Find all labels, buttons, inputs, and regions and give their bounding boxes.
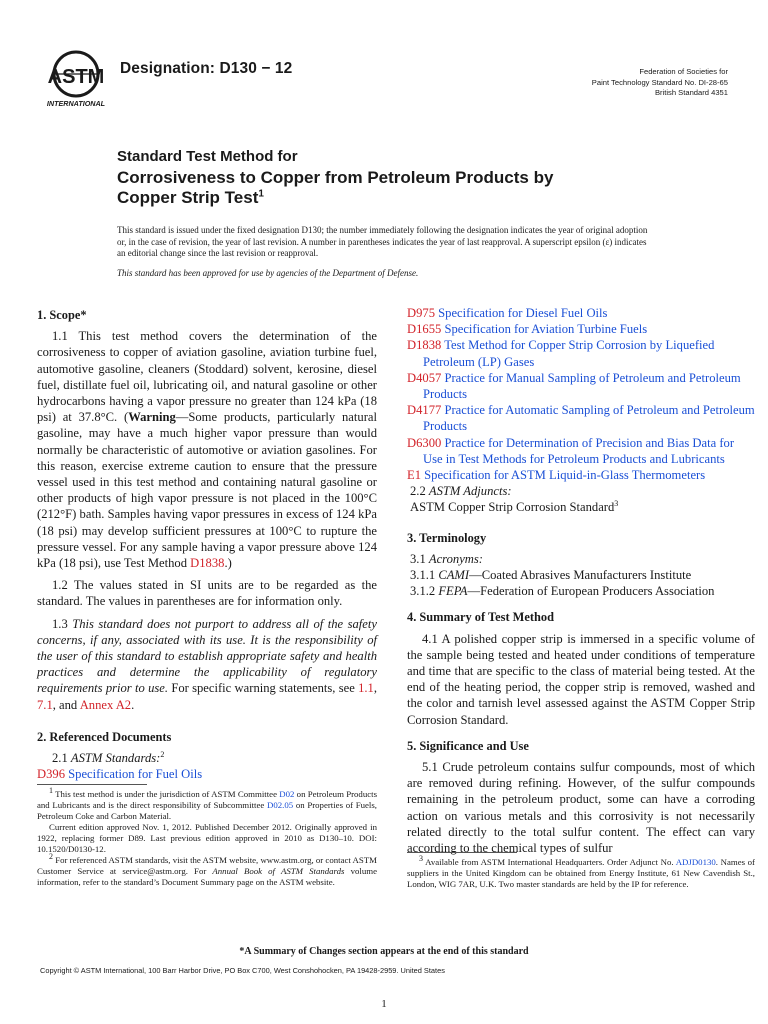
paragraph-5-1: 5.1 Crude petroleum contains sulfur compounds, most of which are removed during refining. However, of the sulfur compounds remaining in the petroleum product, some can have a corroding action on various metals and this corrosivity is not necessarily related directly to the total sulfur content. The effect can vary according to the chemical types of sulfur [407, 760, 755, 856]
left-column [37, 307, 377, 782]
title-line: Copper Strip Test$^1$ [117, 188, 264, 207]
preamble: This standard is issued under the fixed designation D130; the number immediately following the designation indicates the year of original adoption or, in the case of revision, the year of last revision. A number in parentheses indicates the year of last reapproval. A superscript epsilon (ε) indicates an editorial change since the last revision or reapproval. [117, 225, 648, 259]
link-annex-a2[interactable]: Annex A2 [79, 697, 132, 712]
astm-logo-mark [40, 48, 112, 110]
ref-d1838[interactable]: D1838 Test Method for Copper Strip Corrosion by Liquefied Petroleum (LP) Gases [407, 338, 715, 369]
page-number: 1 [381, 998, 387, 1010]
paragraph-1-2: 1.2 The values stated in SI units are to be regarded as the standard. The values in parentheses are for information only. [37, 578, 377, 609]
federation-line: Paint Technology Standard No. DI-28-65 [591, 77, 728, 87]
page-title [117, 168, 657, 208]
title-footnote-ref[interactable]: 1 [258, 188, 264, 200]
title-prefix: Standard Test Method for [117, 148, 298, 165]
federation-note [592, 67, 728, 99]
right-column [407, 305, 755, 856]
federation-line: Federation of Societies for [639, 67, 728, 76]
footnote-3: $^3$ Available from ASTM International Headquarters. Order Adjunct No. ADJD0130. Names of suppliers in the United Kingdom can be obtained from Energy Institute, 61 New Cavendish St., London, WIG 7AR, U.K. Two master standards are held by the IP for reference. [407, 854, 755, 889]
ref-e1[interactable]: E1 Specification for ASTM Liquid-in-Glass Thermometers [407, 468, 706, 483]
logo-letters: ASTM [47, 66, 105, 88]
link-d02-05[interactable]: D02.05 [266, 800, 294, 810]
section-heading-summary: 4. Summary of Test Method [407, 610, 554, 625]
paragraph-3-1-2: 3.1.2 FEPA—Federation of European Producers Association [410, 584, 715, 599]
title-line: Corrosiveness to Copper from Petroleum Products by [117, 168, 554, 187]
summary-of-changes-note: *A Summary of Changes section appears at the end of this standard [239, 946, 529, 957]
link-d1838[interactable]: D1838 [190, 556, 225, 571]
copyright: Copyright © ASTM International, 100 Barr Harbor Drive, PO Box C700, West Conshohocken, PA 19428-2959. United States [40, 966, 445, 975]
paragraph-2-1: 2.1 ASTM Standards:$^2$ [52, 749, 165, 766]
designation: Designation: D130 − 12 [120, 60, 293, 77]
ref-d4177[interactable]: D4177 Practice for Automatic Sampling of Petroleum and Petroleum Products [407, 403, 755, 434]
paragraph-3-1-1: 3.1.1 CAMI—Coated Abrasives Manufacturers Institute [410, 568, 692, 583]
section-heading-referenced-documents: 2. Referenced Documents [37, 729, 172, 744]
section-heading-scope: 1. Scope* [37, 308, 87, 322]
paragraph-1-3: 1.3 This standard does not purport to address all of the safety concerns, if any, associated with its use. It is the responsibility of the user of this standard to establish appropriate safety and health practices and determine the applicability of regulatory requirements prior to use. For specific warning statements, see 1.1, 7.1, and Annex A2. [37, 616, 378, 712]
paragraph-4-1: 4.1 A polished copper strip is immersed in a specific volume of the sample being tested and heated under conditions of temperature and time that are specific to the class of material being tested. At the end of the heating period, the copper strip is removed, washed and the color and tarnish level assessed against the ASTM Copper Strip Corrosion Standard. [407, 631, 755, 727]
astm-logo [40, 48, 112, 110]
paragraph-1-1: 1.1 This test method covers the determination of the corrosiveness to copper of aviation gasoline, aviation turbine fuel, automotive gasoline, cleaners (Stoddard) solvent, kerosine, diesel fuel, distillate fuel oil, lubricating oil, and natural gasoline or other hydrocarbons having a vapor pressure no greater than 124 kPa (18 psi) at 37.8°C. (Warning—Some products, particularly natural gasoline, may have a much higher vapor pressure than would normally be characteristic of automotive or aviation gasolines. For this reason, exercise extreme caution to ensure that the pressure vessel used in this test method and containing natural gasoline or other products of high vapor pressure is not placed in the 100°C (212°F) bath. Samples having vapor pressures in excess of 124 kPa (18 psi) may develop sufficient pressures at 100°C to rupture the pressure vessel. For any sample having a vapor pressure above 124 kPa (18 psi), use Test Method D1838.) [37, 329, 377, 571]
ref-d1655[interactable]: D1655 Specification for Aviation Turbine Fuels [407, 322, 648, 337]
ref-d4057[interactable]: D4057 Practice for Manual Sampling of Petroleum and Petroleum Products [407, 370, 741, 402]
footnote-1: $^1$ This test method is under the jurisdiction of ASTM Committee D02 on Petroleum Products and Lubricants and is the direct responsibility of Subcommittee D02.05 on Properties of Fuels, Petroleum Coke and Carbon Material. [37, 786, 377, 821]
footnote-1-edition: Current edition approved Nov. 1, 2012. Published December 2012. Originally approved in 1922, replacing former D89. Last previous edition approved in 2010 as D130–10. DOI: 10.1520/D0130-12. [37, 822, 377, 854]
federation-line: British Standard 4351 [654, 88, 728, 97]
ref-d6300[interactable]: D6300 Practice for Determination of Precision and Bias Data for Use in Test Methods for Petroleum Products and Lubricants [407, 435, 735, 466]
link-7-1[interactable]: 7.1 [37, 697, 53, 712]
logo-sub: INTERNATIONAL [46, 99, 106, 108]
footnote-2: $^2$ For referenced ASTM standards, visit the ASTM website, www.astm.org, or contact ASTM Customer Service at service@astm.org. For Annual Book of ASTM Standards volume information, refer to the standard’s Document Summary page on the ASTM website. [37, 852, 377, 887]
adjunct-item: ASTM Copper Strip Corrosion Standard$^3$ [410, 499, 619, 515]
footnotes-left [37, 784, 377, 888]
footnotes-right [407, 852, 755, 890]
ref-d975[interactable]: D975 Specification for Diesel Fuel Oils [407, 306, 608, 320]
section-heading-significance: 5. Significance and Use [407, 738, 529, 753]
paragraph-2-2: 2.2 ASTM Adjuncts: [410, 484, 512, 499]
section-heading-terminology: 3. Terminology [407, 530, 487, 545]
link-1-1[interactable]: 1.1 [358, 681, 374, 696]
footnote-rule [37, 784, 147, 785]
paragraph-3-1: 3.1 Acronyms: [410, 551, 483, 566]
footnote-rule [407, 852, 517, 853]
ref-d396[interactable]: D396 Specification for Fuel Oils [37, 767, 203, 782]
dod-note: This standard has been approved for use by agencies of the Department of Defense. [117, 268, 419, 278]
link-adjd0130[interactable]: ADJD0130 [675, 857, 716, 867]
link-d02[interactable]: D02 [279, 789, 295, 799]
